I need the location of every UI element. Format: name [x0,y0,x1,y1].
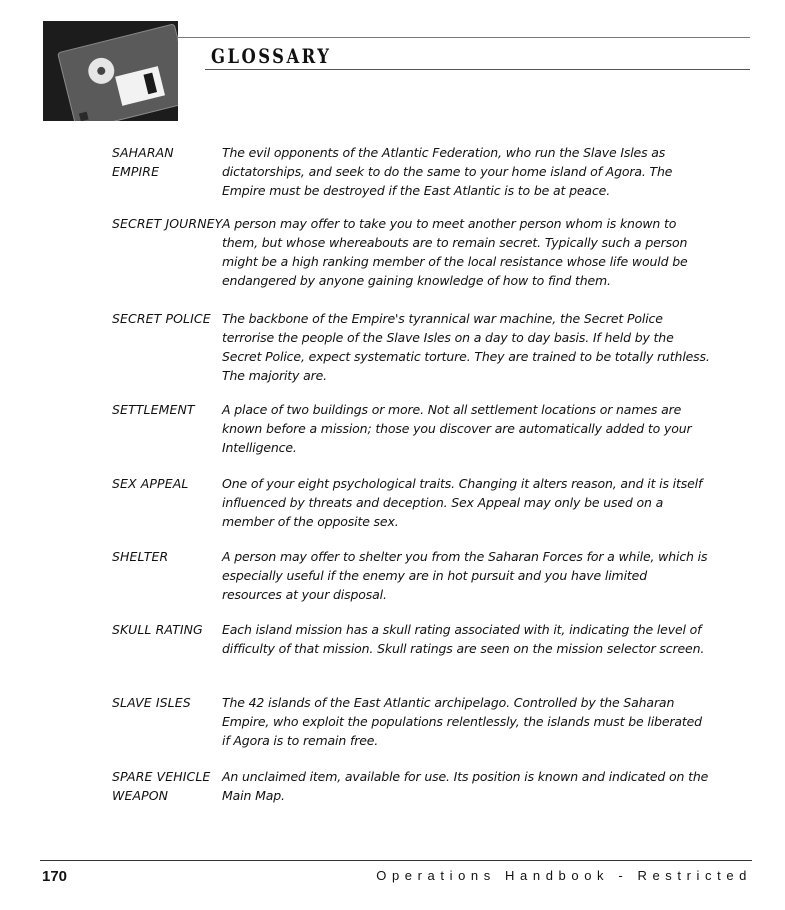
glossary-definition: One of your eight psychological traits. Changing it alters reason, and it is itself influenced by threats and deception. Sex Appeal may only be used on a member of the opposite sex. [222,476,703,529]
page-number: 170 [42,868,68,885]
glossary-definition: The evil opponents of the Atlantic Federation, who run the Slave Isles as dictatorships, and seek to do the same to your home island of Agora. The Empire must be destroyed if the East Atlantic is to be at peace. [222,145,673,198]
glossary-term: SLAVE ISLES [112,695,191,710]
glossary-definition: A place of two buildings or more. Not all settlement locations or names are known before a mission; those you discover are automatically added to your Intelligence. [222,402,692,455]
glossary-term: SECRET POLICE [112,311,211,326]
footer-caption: Operations Handbook - Restricted [376,868,752,883]
glossary-term: SHELTER [112,549,169,564]
glossary-term: SKULL RATING [112,622,203,637]
glossary-definition: A person may offer to take you to meet another person whom is known to them, but whose whereabouts are to remain secret. Typically such a person might be a high ranking member of the local resistance whose life would be endangered by anyone gaining knowledge of how to find them. [222,216,688,288]
glossary-definition: A person may offer to shelter you from the Saharan Forces for a while, which is especially useful if the enemy are in hot pursuit and you have limited resources at your disposal. [222,549,708,602]
header-rule-bottom [205,69,750,70]
header-rule-top [178,37,750,38]
glossary-definition: An unclaimed item, available for use. Its position is known and indicated on the Main Map. [222,769,709,803]
floppy-disk-icon [43,21,178,121]
glossary-definition: The 42 islands of the East Atlantic archipelago. Controlled by the Saharan Empire, who exploit the populations relentlessly, the islands must be liberated if Agora is to remain free. [222,695,702,748]
footer-rule [40,860,752,861]
glossary-term: SECRET JOURNEY [112,216,223,231]
glossary-term: SAHARAN EMPIRE [112,145,174,179]
glossary-definition: Each island mission has a skull rating associated with it, indicating the level of difficulty of that mission. Skull ratings are seen on the mission selector screen. [222,622,705,656]
glossary-term: SEX APPEAL [112,476,189,491]
glossary-term: SETTLEMENT [112,402,195,417]
glossary-term: SPARE VEHICLE WEAPON [112,769,211,803]
page-title: GLOSSARY [211,44,332,68]
glossary-definition: The backbone of the Empire's tyrannical war machine, the Secret Police terrorise the people of the Slave Isles on a day to day basis. If held by the Secret Police, expect systematic torture. They are trained to be totally ruthless. The majority are. [222,311,710,383]
